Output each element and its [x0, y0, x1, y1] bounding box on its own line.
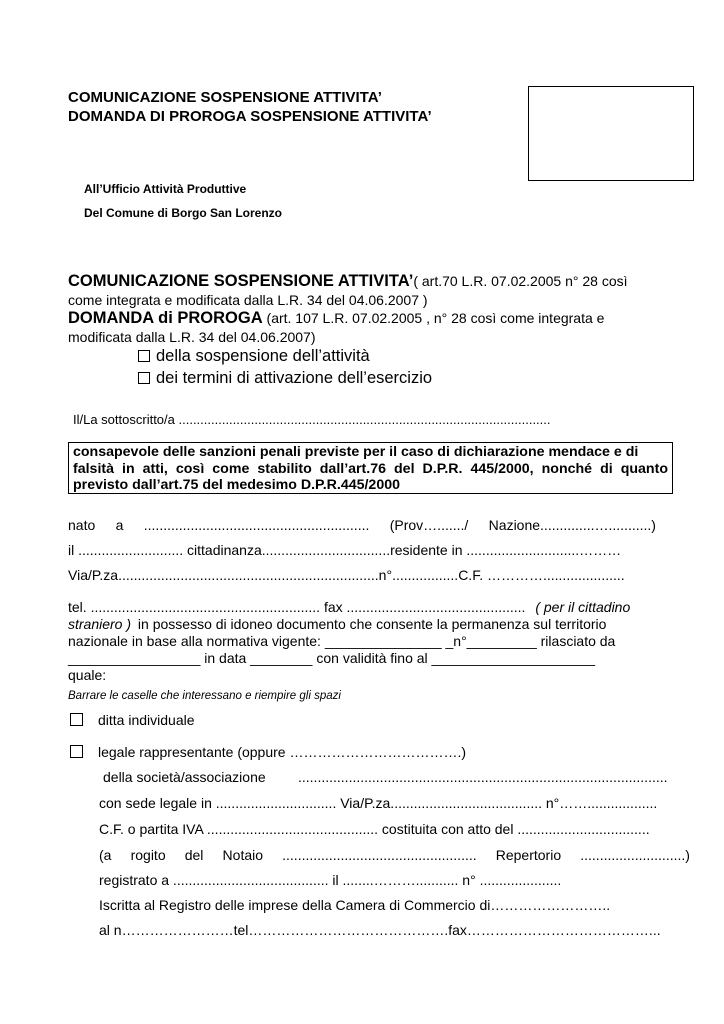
- societa-label: della società/associazione: [103, 769, 266, 785]
- tel-fax-row[interactable]: [68, 599, 630, 615]
- option-termini[interactable]: [138, 369, 432, 388]
- permit-validity-row[interactable]: _________________ in data ________ con validità fino al _____________________: [68, 650, 596, 666]
- proroga-heading: DOMANDA di PROROGA: [68, 309, 263, 327]
- address-cf-row[interactable]: Via/P.za...................................................................n°.................C.F. ………….....................: [68, 567, 625, 583]
- sottoscritto-field[interactable]: Il/La sottoscritto/a .......................................................................................................: [73, 412, 551, 427]
- communication-heading: COMUNICAZIONE SOSPENSIONE ATTIVITA’: [68, 272, 414, 290]
- nato-label: nato: [68, 517, 96, 533]
- sede-row[interactable]: con sede legale in ............................... Via/P.za....................................... n°……..................: [99, 795, 658, 811]
- quale-label: quale:: [68, 667, 107, 683]
- option-termini-label: dei termini di attivazione dell’esercizio: [156, 369, 433, 387]
- role-ditta-label: ditta individuale: [98, 712, 195, 728]
- foreign-citizen-note: ( per il cittadino: [535, 599, 631, 615]
- societa-field[interactable]: ...............................................................................................: [298, 769, 668, 785]
- repertorio-label: Repertorio: [495, 847, 562, 863]
- nation-field[interactable]: Nazione..............…...........): [488, 517, 656, 533]
- role-legale-label: legale rappresentante (oppure ……………………………….): [98, 744, 467, 760]
- checkbox-termini[interactable]: [138, 372, 150, 384]
- birthplace-field[interactable]: ..........................................................: [143, 517, 370, 533]
- province-field[interactable]: (Prov…......./: [389, 517, 469, 533]
- penalty-warning-line-3: previsto dall’art.75 del medesimo D.P.R.445/2000: [73, 477, 400, 493]
- cf-atto-row[interactable]: C.F. o partita IVA ............................................ costituita con atto del ..................................: [99, 821, 650, 837]
- permit-text: in possesso di idoneo documento che consente la permanenza sul territorio: [137, 616, 607, 632]
- birth-row: [68, 517, 656, 533]
- rogito-word-2: rogito: [130, 847, 166, 863]
- checkbox-legale[interactable]: [70, 745, 83, 758]
- notaio-field[interactable]: ..................................................: [282, 847, 477, 863]
- proroga-line: [68, 309, 604, 328]
- addressee-municipality: Del Comune di Borgo San Lorenzo: [84, 206, 283, 220]
- rogito-row[interactable]: [99, 847, 690, 863]
- instructions-note: Barrare le caselle che interessano e riempire gli spazi: [68, 690, 341, 702]
- straniero-note: straniero ): [68, 616, 132, 632]
- repertorio-field[interactable]: ...........................): [580, 847, 690, 863]
- permit-document-row[interactable]: nazionale in base alla normativa vigente: _______________ _n°_________ rilasciato da: [68, 633, 616, 649]
- proroga-legal-ref: (art. 107 L.R. 07.02.2005 , n° 28 così come integrata e: [266, 310, 605, 326]
- rogito-word-1: (a: [99, 847, 112, 863]
- checkbox-ditta[interactable]: [70, 713, 83, 726]
- communication-line: [68, 272, 628, 291]
- penalty-warning-line-1: consapevole delle sanzioni penali previste per il caso di dichiarazione mendace e di: [73, 444, 639, 460]
- proroga-legal-ref-cont: modificata dalla L.R. 34 del 04.06.2007): [68, 329, 316, 345]
- communication-legal-ref: ( art.70 L.R. 07.02.2005 n° 28 così: [413, 273, 628, 289]
- registration-row[interactable]: registrato a ........................................ il ........………........... n° .....................: [99, 872, 562, 888]
- rogito-word-4: Notaio: [222, 847, 264, 863]
- registry-number-row[interactable]: al n……………………tel…………………………………….fax…………………………………...: [99, 922, 661, 938]
- protocol-stamp-box: [528, 86, 694, 181]
- rogito-word-3: del: [184, 847, 204, 863]
- permit-line: [68, 616, 606, 632]
- penalty-warning-line-2: falsità in atti, così come stabilito dall’art.76 del D.P.R. 445/2000, nonché di quanto: [73, 460, 668, 477]
- birthdate-citizenship-residence-row[interactable]: il ........................... cittadinanza.................................residente in .............................………: [68, 542, 622, 558]
- addressee-office: All’Ufficio Attività Produttive: [84, 182, 247, 196]
- penalty-warning-box: [68, 442, 673, 494]
- option-sospensione[interactable]: [138, 347, 370, 366]
- form-title-line-1: COMUNICAZIONE SOSPENSIONE ATTIVITA’: [68, 89, 382, 106]
- role-legale[interactable]: [70, 744, 466, 760]
- chamber-registry-row[interactable]: Iscritta al Registro delle imprese della Camera di Commercio di……………………..: [99, 897, 611, 913]
- tel-fax-fields[interactable]: tel. ........................................................... fax ..............................................: [68, 599, 526, 615]
- checkbox-sospensione[interactable]: [138, 350, 150, 362]
- form-title-line-2: DOMANDA DI PROROGA SOSPENSIONE ATTIVITA’: [68, 108, 432, 125]
- a-label: a: [115, 517, 124, 533]
- option-sospensione-label: della sospensione dell’attività: [156, 347, 370, 365]
- communication-legal-ref-cont: come integrata e modificata dalla L.R. 34 del 04.06.2007 ): [68, 292, 428, 308]
- role-ditta[interactable]: [70, 712, 195, 728]
